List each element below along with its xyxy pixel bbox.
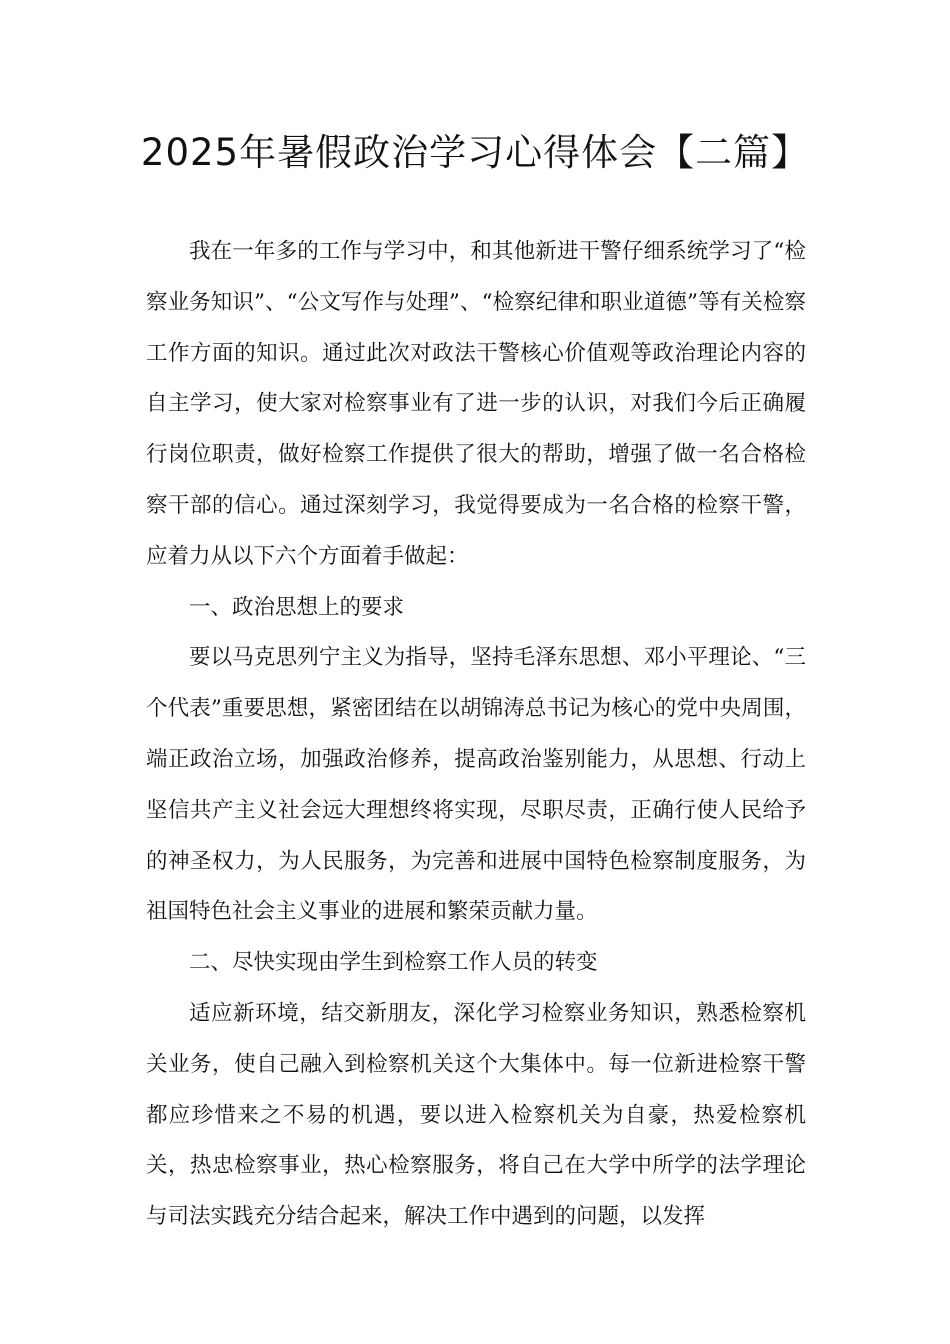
paragraph-transition: 适应新环境，结交新朋友，深化学习检察业务知识，熟悉检察机关业务，使自己融入到检察机关这个大集体中。每一位新进检察干警都应珍惜来之不易的机遇，要以进入检察机关为自豪，热爱检察机关，热忠检察事业，热心检察服务，将自己在大学中所学的法学理论与司法实践充分结合起来，解决工作中遇到的问题，以发挥 [146, 1000, 806, 1230]
document-body [146, 227, 806, 1243]
document-title: 2025年暑假政治学习心得体会【二篇】 [140, 131, 810, 174]
section-heading-2: 二、尽快实现由学生到检察工作人员的转变 [189, 950, 598, 976]
paragraph-intro: 我在一年多的工作与学习中，和其他新进干警仔细系统学习了“检察业务知识”、“公文写作与处理”、“检察纪律和职业道德”等有关检察工作方面的知识。通过此次对政法干警核心价值观等政治理论内容的自主学习，使大家对检察事业有了进一步的认识，对我们今后正确履行岗位职责，做好检察工作提供了很大的帮助，增强了做一名合格检察干部的信心。通过深刻学习，我觉得要成为一名合格的检察干警，应着力从以下六个方面着手做起： [146, 239, 806, 569]
section-heading-1: 一、政治思想上的要求 [189, 594, 405, 620]
paragraph-political: 要以马克思列宁主义为指导，坚持毛泽东思想、邓小平理论、“三个代表”重要思想，紧密团结在以胡锦涛总书记为核心的党中央周围，端正政治立场，加强政治修养，提高政治鉴别能力，从思想、行动上坚信共产主义社会远大理想终将实现，尽职尽责，正确行使人民给予的神圣权力，为人民服务，为完善和进展中国特色检察制度服务，为祖国特色社会主义事业的进展和繁荣贡献力量。 [146, 645, 806, 925]
